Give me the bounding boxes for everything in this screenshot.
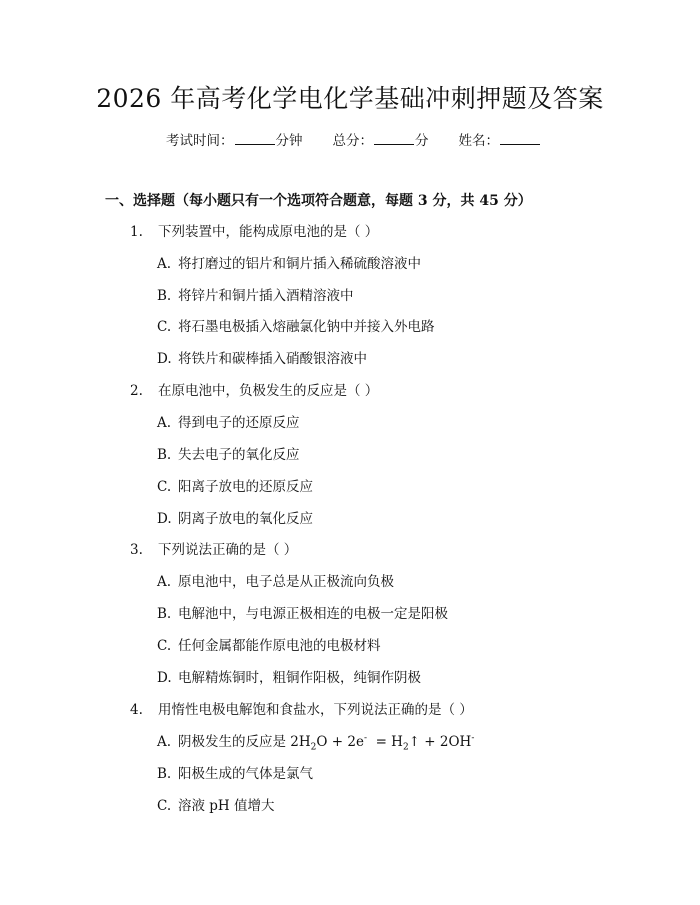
option-letter: D. [157,670,172,686]
option-letter: B. [157,447,172,463]
option-letter: B. [157,606,172,622]
time-label: 考试时间： [166,133,234,149]
section-heading: 一、选择题（每小题只有一个选项符合题意，每题 3 分，共 45 分） [105,193,532,209]
option-letter: D. [157,351,172,367]
question-stem [130,540,297,560]
question-number: 4. [130,702,143,718]
option-text: 原电池中，电子总是从正极流向负极 [178,574,394,590]
name-label: 姓名： [458,133,499,149]
question-text: 下列说法正确的是（ ） [158,542,298,558]
time-blank [235,131,275,145]
option-item [157,636,381,656]
option-item [157,286,354,306]
question-text: 在原电池中，负极发生的反应是（ ） [158,383,379,399]
option-letter: C. [157,638,172,654]
page-title: 2026 年高考化学电化学基础冲刺押题及答案 [96,84,604,113]
option-text: 失去电子的氧化反应 [178,447,300,463]
option-letter: B. [157,766,172,782]
question-number: 3. [130,542,143,558]
score-label: 总分： [332,133,373,149]
option-letter: C. [157,479,172,495]
option-item [157,509,313,529]
question-number: 2. [130,383,143,399]
option-item [157,604,448,624]
option-letter: C. [157,798,172,814]
option-item [157,764,313,784]
option-letter: D. [157,511,172,527]
option-text: 溶液 pH 值增大 [178,798,275,814]
option-text: 将打磨过的铝片和铜片插入稀硫酸溶液中 [178,256,421,272]
option-letter: A. [157,734,172,750]
option-text: 将锌片和铜片插入酒精溶液中 [178,288,354,304]
question-stem [130,222,378,242]
option-item [157,317,435,337]
option-item [157,413,300,433]
score-unit: 分 [415,133,429,149]
option-item [157,349,367,369]
option-item [157,254,421,274]
option-text: 阳极生成的气体是氯气 [178,766,313,782]
option-item [157,732,474,752]
option-letter: A. [157,415,172,431]
option-text: 任何金属都能作原电池的电极材料 [178,638,381,654]
score-blank [374,131,414,145]
question-text: 用惰性电极电解饱和食盐水，下列说法正确的是（ ） [158,702,473,718]
option-letter: C. [157,319,172,335]
name-blank [500,131,540,145]
question-text: 下列装置中，能构成原电池的是（ ） [158,224,379,240]
option-text: 电解精炼铜时，粗铜作阳极，纯铜作阴极 [178,670,421,686]
exam-meta-line [166,131,541,151]
option-text: 电解池中，与电源正极相连的电极一定是阳极 [178,606,448,622]
option-letter: B. [157,288,172,304]
option-text: 阴离子放电的氧化反应 [178,511,313,527]
option-item [157,572,394,592]
question-stem [130,700,473,720]
question-stem [130,381,378,401]
question-number: 1. [130,224,143,240]
option-item [157,668,421,688]
option-item [157,445,300,465]
option-text: 得到电子的还原反应 [178,415,300,431]
time-unit: 分钟 [275,133,303,149]
option-letter: A. [157,256,172,272]
option-item [157,796,275,816]
option-text: 将石墨电极插入熔融氯化钠中并接入外电路 [178,319,435,335]
option-letter: A. [157,574,172,590]
option-equation: 阴极发生的反应是 $2H_2O + 2e^-$ = $H_2↑ + 2OH^-$ [178,733,475,753]
option-text: 将铁片和碳棒插入硝酸银溶液中 [178,351,367,367]
option-text: 阳离子放电的还原反应 [178,479,313,495]
option-item [157,477,313,497]
